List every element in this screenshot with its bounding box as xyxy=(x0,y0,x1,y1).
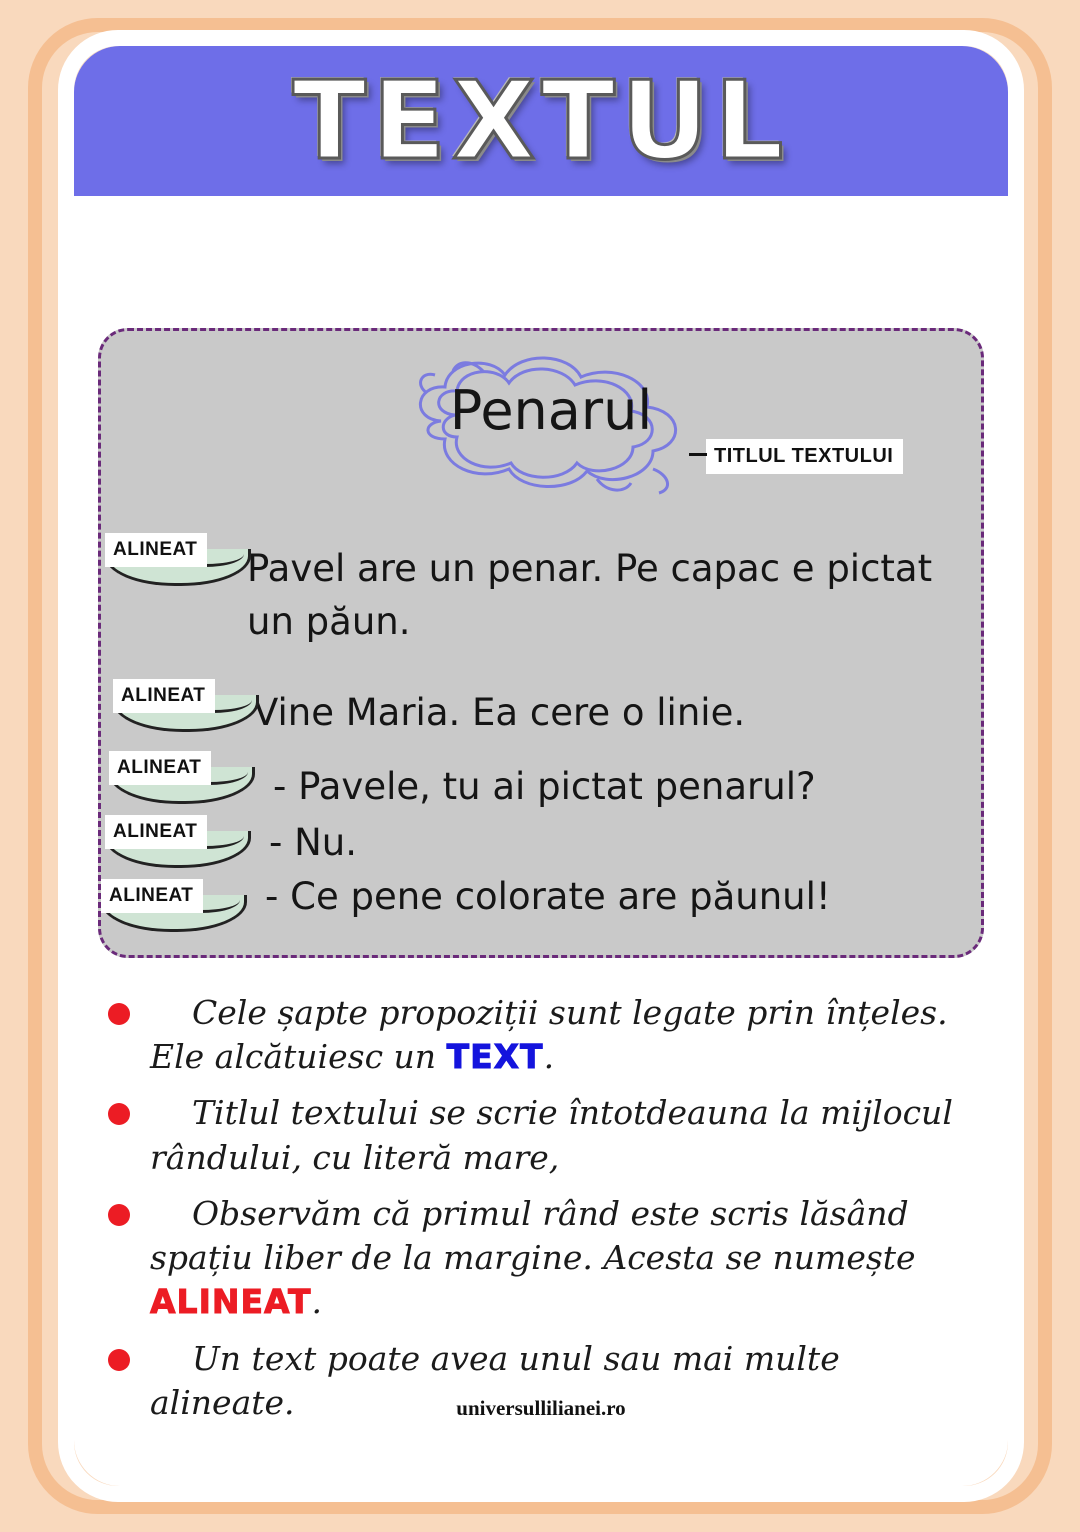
story-paragraph-2: Vine Maria. Ea cere o linie. xyxy=(253,691,746,734)
page-title: TEXTUL xyxy=(292,59,790,184)
list-item xyxy=(94,1192,994,1325)
list-item xyxy=(94,991,994,1079)
notes-list xyxy=(94,991,994,1437)
note-text-3-after: . xyxy=(311,1282,322,1322)
story-paragraph-1: Pavel are un penar. Pe capac e pictat un păun. xyxy=(247,547,933,643)
note-text-1: Cele șapte propoziții sunt legate prin înțeles. Ele alcătuiesc un xyxy=(150,993,948,1077)
callout-connector-line xyxy=(689,453,707,456)
bullet-dot-icon xyxy=(108,1003,130,1025)
callout-alineat-5: ALINEAT xyxy=(101,879,203,913)
keyword-text: TEXT xyxy=(446,1037,544,1077)
note-text-1-after: . xyxy=(543,1037,555,1077)
bullet-dot-icon xyxy=(108,1103,130,1125)
story-paragraph-5: - Ce pene colorate are păunul! xyxy=(265,875,831,918)
keyword-alineat: ALINEAT xyxy=(150,1282,312,1322)
callout-alineat-4: ALINEAT xyxy=(105,815,207,849)
story-textbox xyxy=(98,328,984,958)
story-title: Penarul xyxy=(449,379,653,442)
list-item xyxy=(94,1091,994,1179)
callout-titlul-textului: TITLUL TEXTULUI xyxy=(706,439,903,474)
callout-alineat-2: ALINEAT xyxy=(113,679,215,713)
story-paragraph-3: - Pavele, tu ai pictat penarul? xyxy=(273,765,816,808)
bullet-dot-icon xyxy=(108,1349,130,1371)
story-paragraph-4: - Nu. xyxy=(269,821,358,864)
worksheet-card xyxy=(74,46,1008,1486)
bullet-dot-icon xyxy=(108,1204,130,1226)
note-text-2: Titlul textului se scrie întotdeauna la mijlocul rândului, cu literă mare, xyxy=(150,1093,953,1177)
note-text-3: Observăm că primul rând este scris lăsând spațiu liber de la margine. Acesta se numește xyxy=(150,1193,916,1278)
note-text-4: Un text poate avea unul sau mai multe alineate. xyxy=(150,1338,840,1422)
callout-alineat-1: ALINEAT xyxy=(105,533,207,567)
title-banner xyxy=(74,46,1008,196)
callout-alineat-3: ALINEAT xyxy=(109,751,211,785)
footer-site: universullilianei.ro xyxy=(456,1396,626,1420)
